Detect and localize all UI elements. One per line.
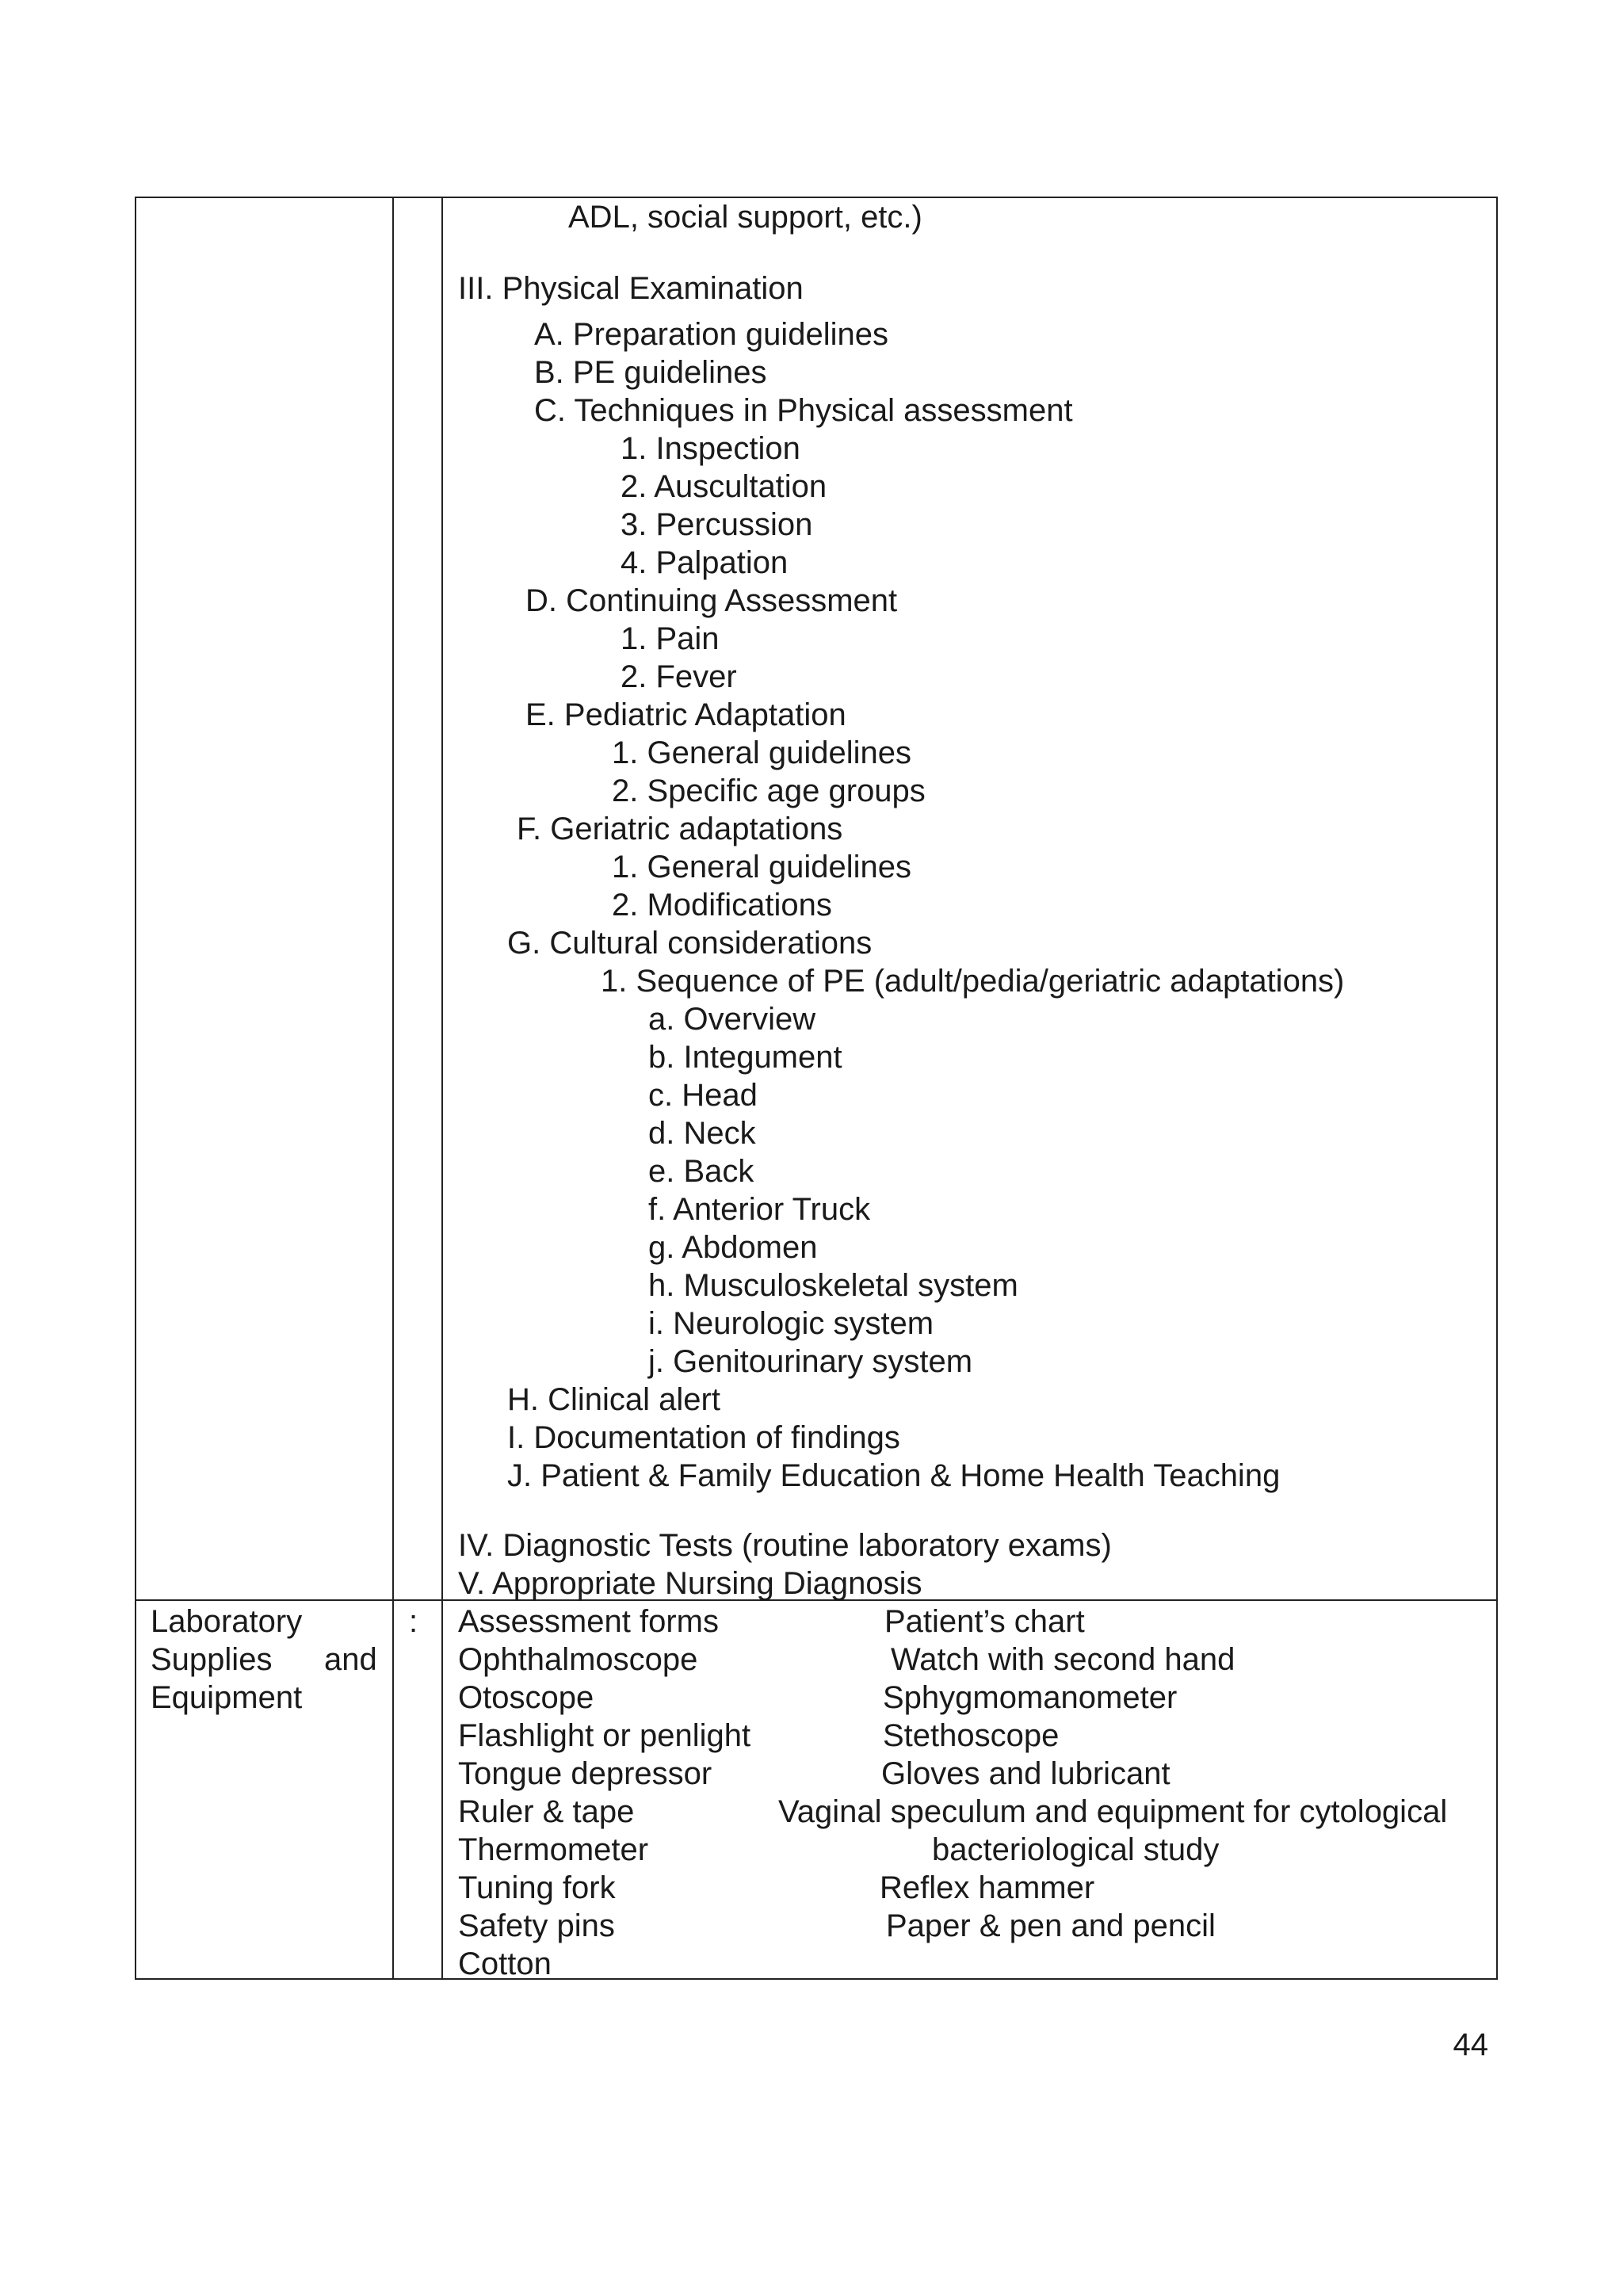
equipment-item: Ruler & tape <box>458 1794 635 1829</box>
equipment-item: Otoscope <box>458 1680 594 1715</box>
outline-subsubitem: c. Head <box>648 1078 758 1113</box>
equipment-item: Ophthalmoscope <box>458 1642 698 1677</box>
outline-subsubitem: e. Back <box>648 1154 754 1189</box>
equipment-item: Tuning fork <box>458 1870 616 1905</box>
page-number: 44 <box>1453 2027 1488 2062</box>
outline-subsubitem: d. Neck <box>648 1116 756 1151</box>
outline-subitem: 2. Auscultation <box>621 469 827 504</box>
outline-item: G. Cultural considerations <box>507 926 873 961</box>
outline-subitem: 1. Sequence of PE (adult/pedia/geriatric adaptations) <box>601 964 1345 999</box>
lab-label-line2b: and <box>324 1642 377 1677</box>
outline-subsubitem: b. Integument <box>648 1040 842 1075</box>
equipment-item: Reflex hammer <box>880 1870 1095 1905</box>
outline-subitem: 1. Inspection <box>621 431 800 466</box>
column-divider-2 <box>441 197 443 1980</box>
outline-item: B. PE guidelines <box>534 355 767 390</box>
outline-item: J. Patient & Family Education & Home Health Teaching <box>507 1458 1281 1493</box>
lab-label-line2a: Supplies <box>151 1642 273 1677</box>
section-heading-nursing-diagnosis: V. Appropriate Nursing Diagnosis <box>458 1566 922 1601</box>
outline-item: C. Techniques in Physical assessment <box>534 393 1073 428</box>
column-divider-1 <box>392 197 394 1980</box>
equipment-item: Cotton <box>458 1946 552 1981</box>
outline-item: I. Documentation of findings <box>507 1420 900 1455</box>
equipment-item: Tongue depressor <box>458 1756 712 1791</box>
equipment-item: Thermometer <box>458 1832 649 1867</box>
outline-subitem: 1. General guidelines <box>612 735 912 770</box>
continued-line: ADL, social support, etc.) <box>568 200 922 235</box>
outline-subitem: 1. Pain <box>621 621 720 656</box>
outline-subitem: 2. Fever <box>621 659 737 694</box>
equipment-item: Safety pins <box>458 1908 615 1943</box>
equipment-item: Sphygmomanometer <box>883 1680 1178 1715</box>
equipment-item: Flashlight or penlight <box>458 1718 751 1753</box>
outline-subsubitem: g. Abdomen <box>648 1230 818 1265</box>
equipment-item: Patient’s chart <box>884 1604 1085 1639</box>
outline-subitem: 1. General guidelines <box>612 850 912 884</box>
outline-subsubitem: i. Neurologic system <box>648 1306 934 1341</box>
equipment-item: Stethoscope <box>883 1718 1060 1753</box>
outline-subsubitem: a. Overview <box>648 1002 816 1037</box>
equipment-item: Watch with second hand <box>891 1642 1235 1677</box>
lab-label-line3: Equipment <box>151 1680 303 1715</box>
outline-item: H. Clinical alert <box>507 1382 720 1417</box>
lab-label-line1: Laboratory <box>151 1604 303 1639</box>
outline-subitem: 3. Percussion <box>621 507 813 542</box>
outline-subsubitem: f. Anterior Truck <box>648 1192 871 1227</box>
outline-subitem: 2. Modifications <box>612 888 832 923</box>
outline-item: F. Geriatric adaptations <box>517 812 843 846</box>
outline-item: D. Continuing Assessment <box>525 583 898 618</box>
outline-subsubitem: h. Musculoskeletal system <box>648 1268 1018 1303</box>
equipment-item: Paper & pen and pencil <box>886 1908 1216 1943</box>
content-table <box>135 197 1498 1980</box>
outline-subitem: 2. Specific age groups <box>612 774 926 808</box>
equipment-item: bacteriological study <box>932 1832 1220 1867</box>
outline-subitem: 4. Palpation <box>621 545 789 580</box>
outline-item: A. Preparation guidelines <box>534 317 888 352</box>
outline-item: E. Pediatric Adaptation <box>525 697 846 732</box>
equipment-item: Assessment forms <box>458 1604 719 1639</box>
section-heading-diagnostic-tests: IV. Diagnostic Tests (routine laboratory exams) <box>458 1528 1112 1563</box>
equipment-item: Gloves and lubricant <box>881 1756 1170 1791</box>
equipment-item: Vaginal speculum and equipment for cytological <box>778 1794 1448 1829</box>
lab-colon: : <box>409 1604 418 1639</box>
outline-subsubitem: j. Genitourinary system <box>648 1344 973 1379</box>
section-heading-physical-examination: III. Physical Examination <box>458 271 804 306</box>
